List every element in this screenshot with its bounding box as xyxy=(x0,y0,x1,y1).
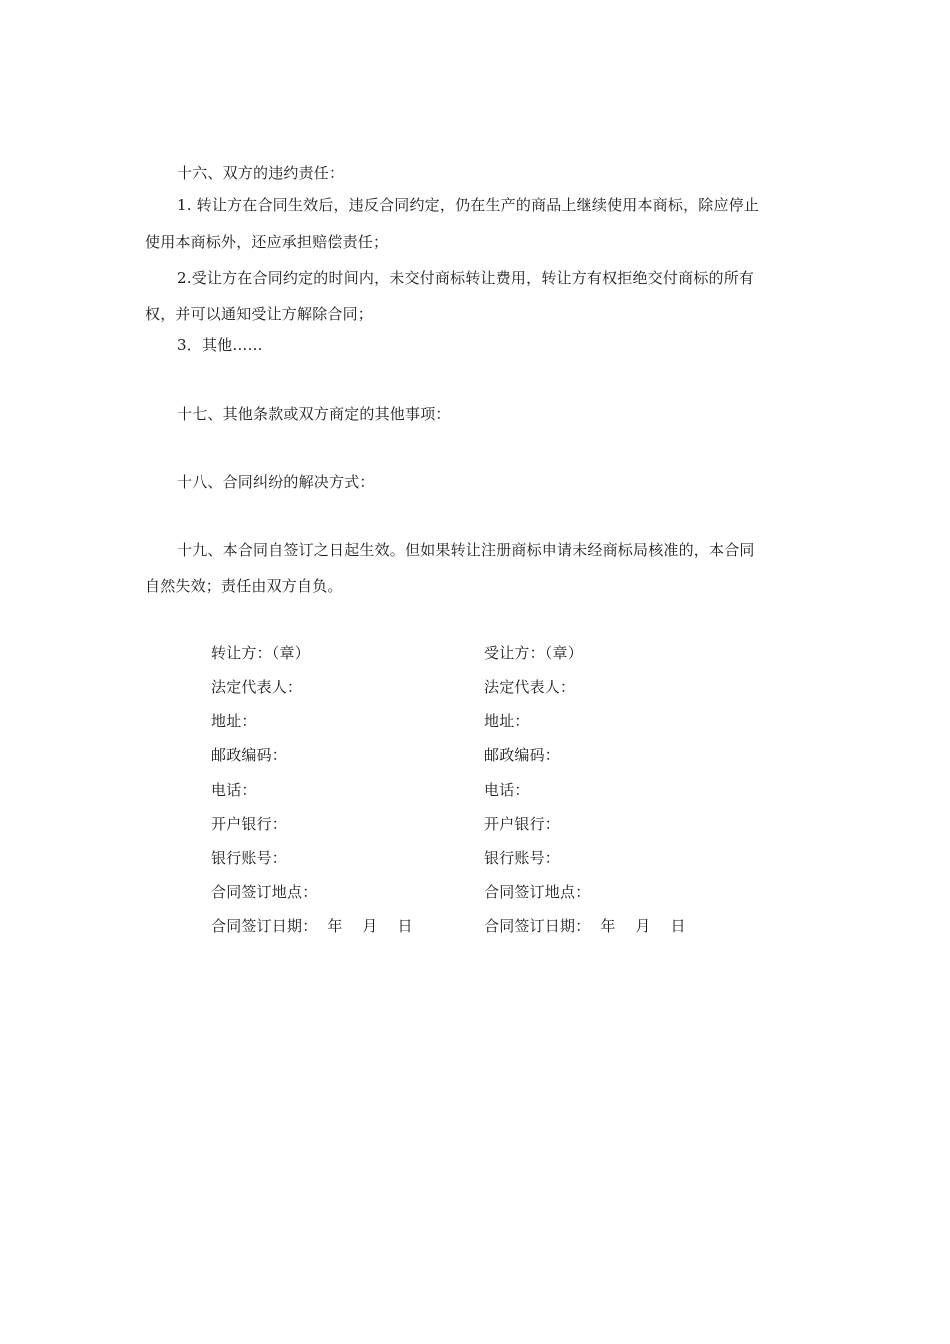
left-postcode: 邮政编码： xyxy=(211,746,288,764)
right-party: 受让方：（章） xyxy=(484,644,583,662)
section-17-heading: 十七、其他条款或双方商定的其他事项： xyxy=(177,405,451,423)
right-bank: 开户银行： xyxy=(484,815,561,833)
right-address: 地址： xyxy=(484,712,530,730)
section-16-item-1-line-2: 使用本商标外，还应承担赔偿责任； xyxy=(145,233,389,251)
section-16-item-1-line-1: 1. 转让方在合同生效后，违反合同约定，仍在生产的商品上继续使用本商标，除应停止 xyxy=(177,196,760,214)
left-phone: 电话： xyxy=(211,781,257,799)
left-party: 转让方：（章） xyxy=(211,644,310,662)
section-16-heading: 十六、双方的违约责任： xyxy=(177,164,345,182)
right-account: 银行账号： xyxy=(484,849,561,867)
left-legal-rep: 法定代表人： xyxy=(211,678,303,696)
left-account: 银行账号： xyxy=(211,849,288,867)
section-16-item-3: 3．其他…… xyxy=(177,336,263,354)
right-postcode: 邮政编码： xyxy=(484,746,561,764)
left-bank: 开户银行： xyxy=(211,815,288,833)
section-18-heading: 十八、合同纠纷的解决方式： xyxy=(177,473,375,491)
section-16-item-2-line-1: 2.受让方在合同约定的时间内，未交付商标转让费用，转让方有权拒绝交付商标的所有 xyxy=(177,269,755,287)
right-sign-date: 合同签订日期： 年 月 日 xyxy=(484,917,686,935)
section-16-item-2-line-2: 权，并可以通知受让方解除合同； xyxy=(145,305,374,323)
left-sign-place: 合同签订地点： xyxy=(211,883,318,901)
section-19-line-2: 自然失效；责任由双方自负。 xyxy=(145,577,343,595)
left-address: 地址： xyxy=(211,712,257,730)
left-sign-date: 合同签订日期： 年 月 日 xyxy=(211,917,413,935)
right-phone: 电话： xyxy=(484,781,530,799)
right-sign-place: 合同签订地点： xyxy=(484,883,591,901)
section-19-line-1: 十九、本合同自签订之日起生效。但如果转让注册商标申请未经商标局核准的，本合同 xyxy=(177,541,755,559)
right-legal-rep: 法定代表人： xyxy=(484,678,576,696)
